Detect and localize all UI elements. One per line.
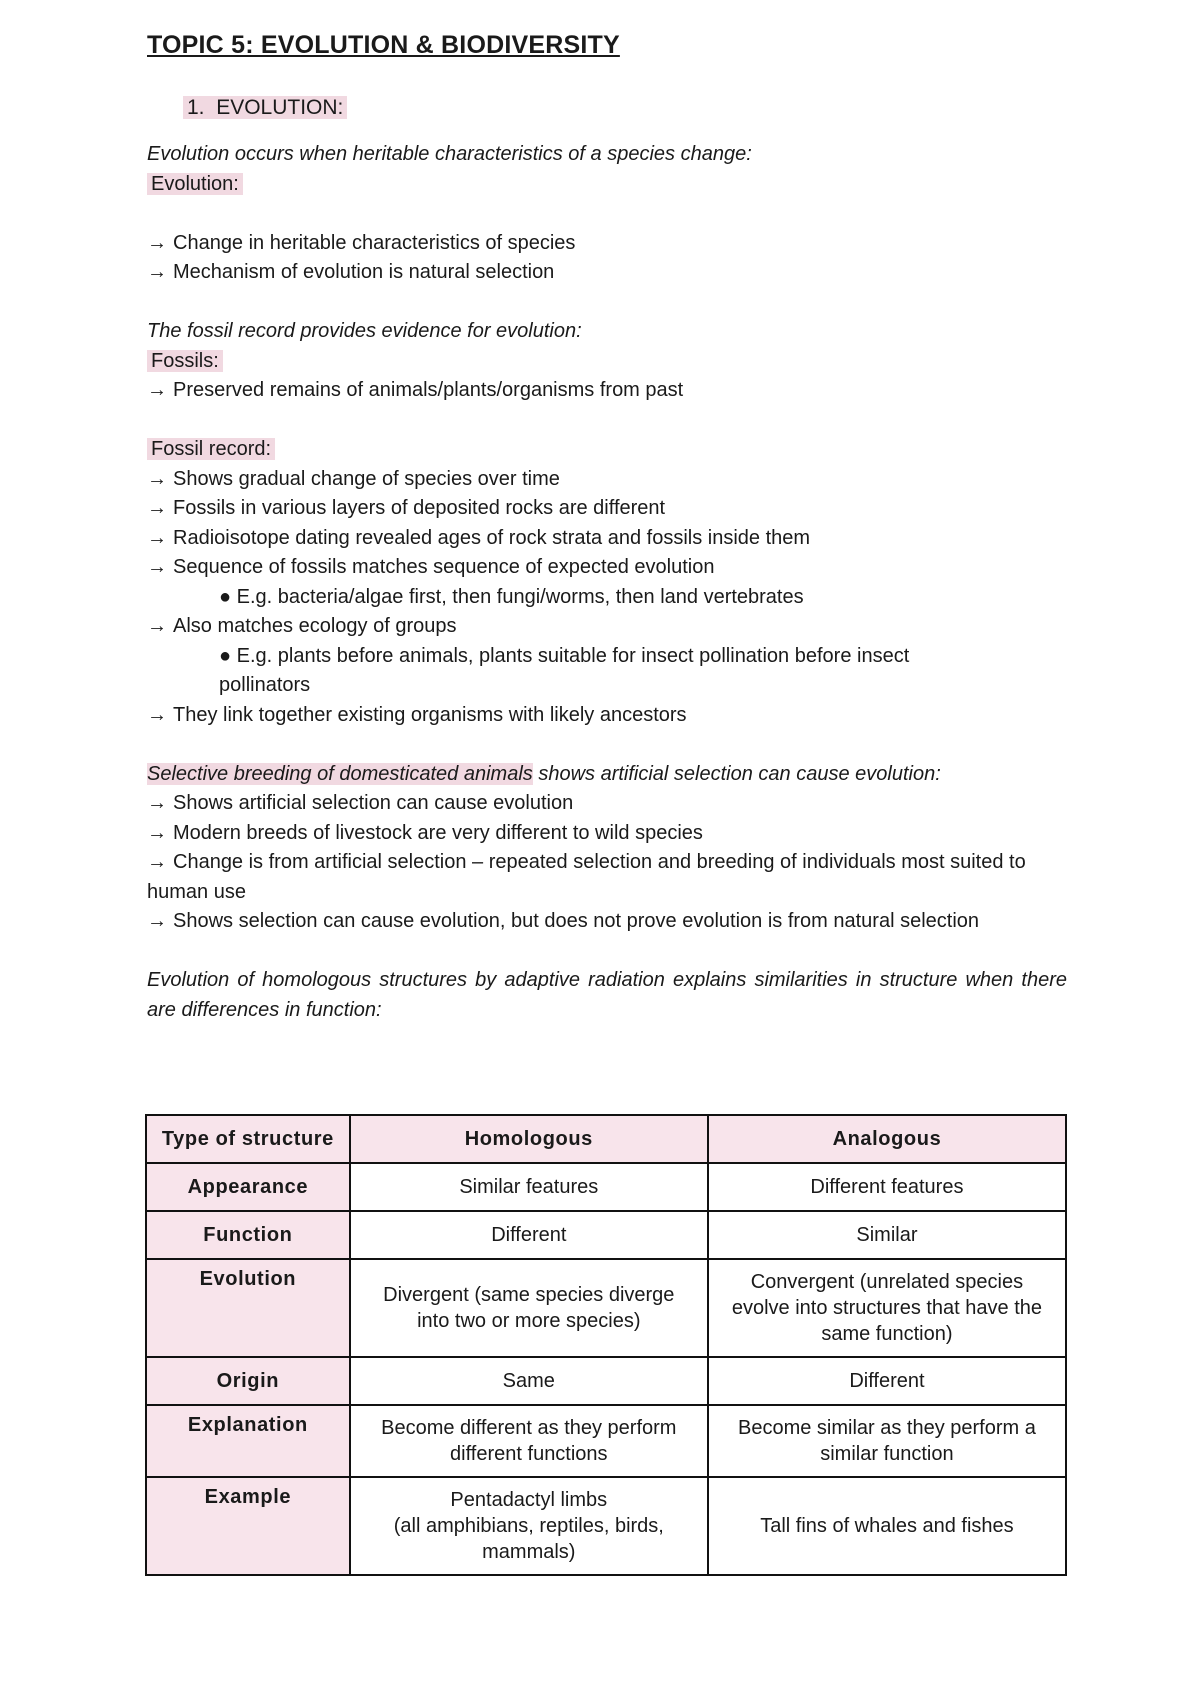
list-item: → Shows artificial selection can cause evolution [147,789,1067,819]
row-label: Example [146,1477,350,1575]
list-item: → Change in heritable characteristics of species [147,229,1067,259]
table-row [146,1259,1066,1357]
sub-bullet-continuation: pollinators [219,674,311,696]
table-header-row [146,1115,1066,1163]
table-cell: Pentadactyl limbs (all amphibians, reptiles, birds, mammals) [350,1477,708,1575]
table-cell: Become similar as they perform a similar function [708,1405,1066,1477]
comparison-table [145,1114,1067,1576]
table-cell: Similar features [350,1163,708,1211]
list-item: → Shows gradual change of species over time [147,465,1067,495]
table-row [146,1211,1066,1259]
list-item: → Preserved remains of animals/plants/organisms from past [147,376,1067,406]
list-item: → They link together existing organisms with likely ancestors [147,701,1067,731]
row-label: Evolution [146,1259,350,1357]
fossils-intro: The fossil record provides evidence for evolution: [147,320,582,342]
sub-bullet: ● E.g. plants before animals, plants suitable for insect pollination before insect [219,644,910,667]
fossil-record-term: Fossil record: [147,438,275,460]
table-header: Type of structure [146,1115,350,1163]
table-cell: Become different as they perform different functions [350,1405,708,1477]
list-item: → Sequence of fossils matches sequence of expected evolution [147,553,1067,583]
section-label: EVOLUTION: [216,96,344,119]
table-row [146,1357,1066,1405]
table-cell: Different [708,1357,1066,1405]
homologous-intro: Evolution of homologous structures by adaptive radiation explains similarities in structure when there are differences in function: [147,969,1067,1021]
list-item: → Change is from artificial selection – repeated selection and breeding of individuals most suited to human use [147,848,1067,907]
table-row [146,1405,1066,1477]
table-cell: Similar [708,1211,1066,1259]
evolution-term: Evolution: [147,173,243,195]
row-label: Origin [146,1357,350,1405]
selective-intro: Selective breeding of domesticated animals shows artificial selection can cause evolution: [147,762,941,785]
row-label: Explanation [146,1405,350,1477]
list-item: → Radioisotope dating revealed ages of rock strata and fossils inside them [147,524,1067,554]
table-cell: Different features [708,1163,1066,1211]
evolution-intro: Evolution occurs when heritable characteristics of a species change: [147,143,752,165]
list-item: → Shows selection can cause evolution, but does not prove evolution is from natural selection [147,907,1067,937]
row-label: Appearance [146,1163,350,1211]
table-cell: Tall fins of whales and fishes [708,1477,1066,1575]
table-header: Homologous [350,1115,708,1163]
selective-intro-highlight: Selective breeding of domesticated animals [147,762,533,785]
section-heading [183,94,1067,122]
table-cell: Same [350,1357,708,1405]
sub-bullet: ● E.g. bacteria/algae first, then fungi/worms, then land vertebrates [219,585,804,608]
page-title: TOPIC 5: EVOLUTION & BIODIVERSITY [147,31,620,59]
section-number: 1. [187,96,205,119]
fossils-term: Fossils: [147,350,223,372]
list-item: → Fossils in various layers of deposited rocks are different [147,494,1067,524]
list-item: → Modern breeds of livestock are very different to wild species [147,819,1067,849]
document-page [147,28,1067,1025]
table-cell: Different [350,1211,708,1259]
table-header: Analogous [708,1115,1066,1163]
list-item: → Mechanism of evolution is natural selection [147,258,1067,288]
list-item: → Also matches ecology of groups [147,612,1067,642]
row-label: Function [146,1211,350,1259]
table-row [146,1477,1066,1575]
table-cell: Convergent (unrelated species evolve into structures that have the same function) [708,1259,1066,1357]
table-row [146,1163,1066,1211]
table-cell: Divergent (same species diverge into two or more species) [350,1259,708,1357]
